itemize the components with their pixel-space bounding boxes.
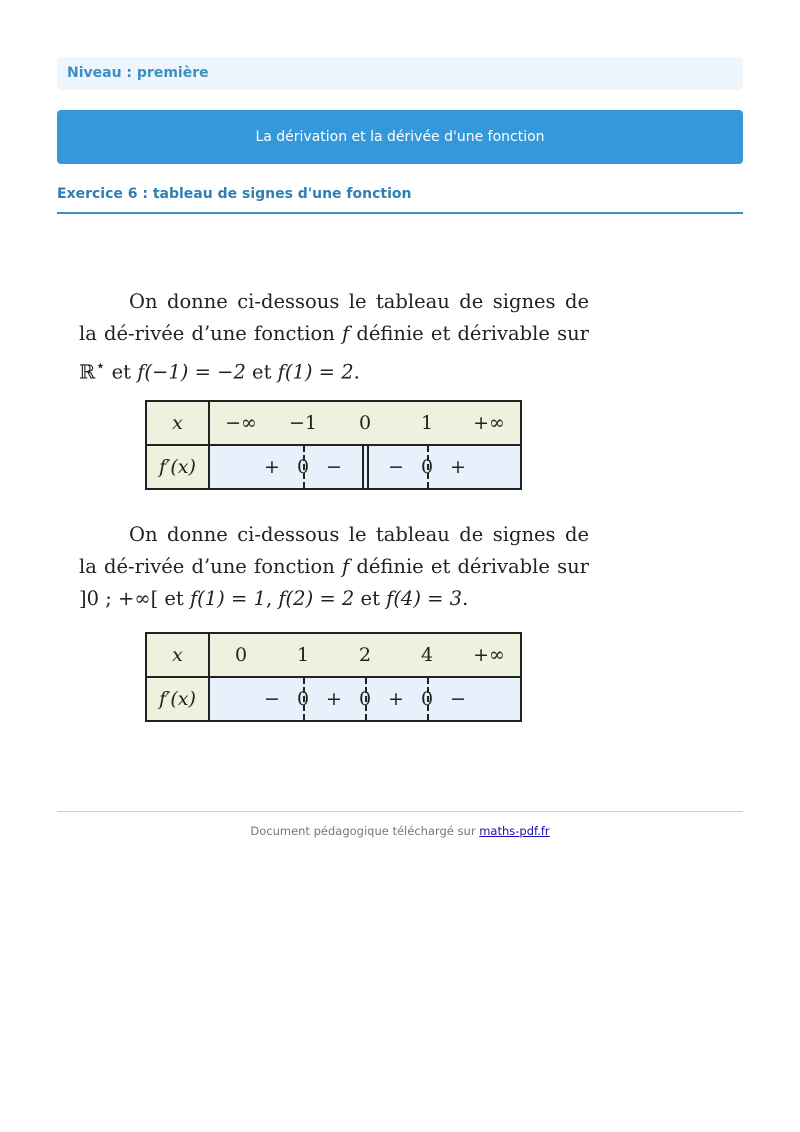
sign: − bbox=[450, 688, 466, 710]
table-x-label: x bbox=[146, 401, 209, 445]
zero: 0 bbox=[358, 688, 372, 710]
table-sign-row bbox=[209, 677, 521, 721]
table-fprime-label: f′(x) bbox=[146, 445, 209, 489]
condition-1: f(−1) = −2 bbox=[137, 360, 246, 384]
statement-text: définie et dérivable sur bbox=[349, 555, 589, 578]
forbidden-value-bar bbox=[362, 446, 369, 488]
exercise-statement-1 bbox=[79, 286, 589, 389]
table-x-row bbox=[209, 401, 521, 445]
condition-1: f(1) = 1 bbox=[189, 587, 266, 610]
sign: + bbox=[450, 456, 466, 478]
x-value: 4 bbox=[420, 644, 434, 666]
chapter-title: La dérivation et la dérivée d'une fonction bbox=[255, 129, 545, 145]
statement-text: et bbox=[245, 360, 278, 384]
x-value: 1 bbox=[420, 412, 434, 434]
zero: 0 bbox=[296, 688, 310, 710]
sign: − bbox=[326, 456, 342, 478]
statement-text: . bbox=[462, 587, 469, 610]
statement-text: définie et dérivable sur bbox=[349, 322, 589, 345]
footer-text: Document pédagogique téléchargé sur bbox=[250, 824, 480, 838]
sign: + bbox=[264, 456, 280, 478]
exercise-heading: Exercice 6 : tableau de signes d'une fonction bbox=[57, 186, 743, 214]
level-label: Niveau : première bbox=[67, 65, 209, 81]
sign: + bbox=[326, 688, 342, 710]
footer-link[interactable]: maths-pdf.fr bbox=[479, 824, 550, 838]
x-value: +∞ bbox=[473, 644, 505, 666]
footer-divider bbox=[57, 811, 743, 812]
condition-2: f(2) = 2 bbox=[278, 587, 355, 610]
sign: − bbox=[388, 456, 404, 478]
level-banner bbox=[57, 57, 743, 90]
chapter-title-bar bbox=[57, 110, 743, 164]
math-f: f bbox=[341, 555, 350, 578]
zero: 0 bbox=[296, 456, 310, 478]
statement-text: et bbox=[354, 587, 387, 610]
x-value: 0 bbox=[234, 644, 248, 666]
statement-text: et bbox=[105, 360, 138, 384]
statement-text: . bbox=[353, 360, 360, 384]
x-value: −∞ bbox=[225, 412, 257, 434]
sign: + bbox=[388, 688, 404, 710]
condition-3: f(4) = 3 bbox=[386, 587, 463, 610]
statement-text: On donne ci-dessous le tableau de signes de la dé-rivée d’une fonction bbox=[79, 523, 589, 578]
math-domain: ]0 ; +∞[ bbox=[79, 587, 159, 610]
footer bbox=[57, 824, 743, 838]
x-value: 2 bbox=[358, 644, 372, 666]
math-f: f bbox=[341, 322, 350, 345]
sign-table-2 bbox=[145, 632, 522, 722]
x-value: +∞ bbox=[473, 412, 505, 434]
statement-text: On donne ci-dessous le tableau de signes de la dé-rivée d’une fonction bbox=[79, 290, 589, 345]
statement-text: , bbox=[265, 587, 279, 610]
sign-table-1 bbox=[145, 400, 522, 490]
x-value: 0 bbox=[358, 412, 372, 434]
x-value: −1 bbox=[288, 412, 318, 434]
statement-text: et bbox=[158, 587, 190, 610]
table-x-label: x bbox=[146, 633, 209, 677]
table-x-row bbox=[209, 633, 521, 677]
sign: − bbox=[264, 688, 280, 710]
math-domain: ℝ bbox=[79, 360, 96, 384]
zero: 0 bbox=[420, 688, 434, 710]
table-fprime-label: f′(x) bbox=[146, 677, 209, 721]
zero: 0 bbox=[420, 456, 434, 478]
exercise-statement-2 bbox=[79, 519, 589, 615]
x-value: 1 bbox=[296, 644, 310, 666]
math-star: ⋆ bbox=[95, 356, 106, 375]
condition-2: f(1) = 2 bbox=[277, 360, 354, 384]
table-sign-row bbox=[209, 445, 521, 489]
